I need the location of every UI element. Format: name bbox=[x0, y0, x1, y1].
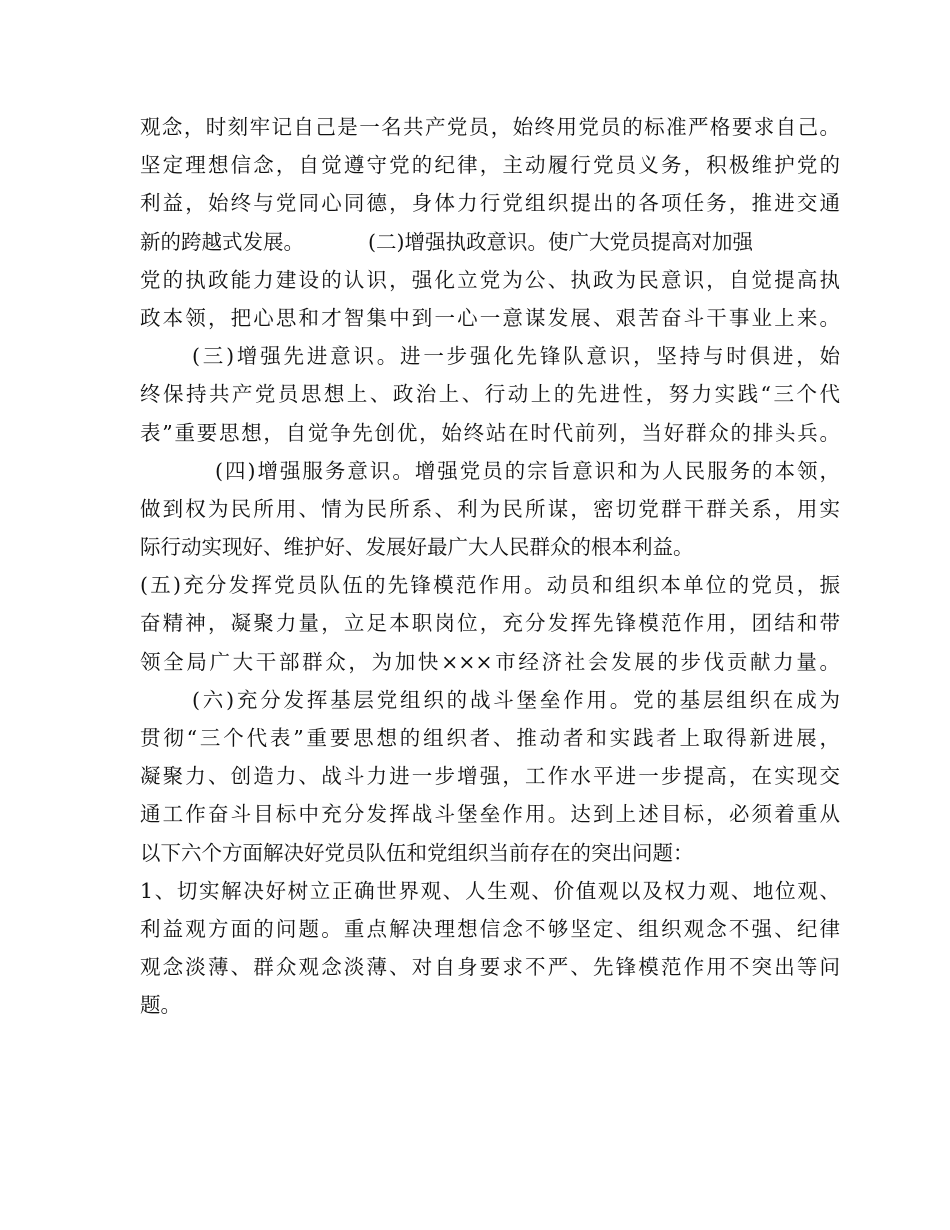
text-line: 凝聚力、创造力、战斗力进一步增强，工作水平进一步提高，在实现交 bbox=[140, 764, 840, 789]
text-line: 利益观方面的问题。重点解决理想信念不够坚定、组织观念不强、纪律 bbox=[140, 916, 840, 941]
text-line: 终保持共产党员思想上、政治上、行动上的先进性，努力实践“三个代 bbox=[140, 382, 840, 407]
text-line: 题。 bbox=[140, 993, 181, 1018]
document-body bbox=[140, 108, 840, 1025]
text-line: 坚定理想信念，自觉遵守党的纪律，主动履行党员义务，积极维护党的 bbox=[140, 153, 840, 178]
section-heading-6: (六)充分发挥基层党组织的战斗堡垒作用。党的基层组织在成为 bbox=[192, 687, 840, 712]
text-line-mixed bbox=[140, 223, 840, 261]
text-line: 通工作奋斗目标中充分发挥战斗堡垒作用。达到上述目标，必须着重从 bbox=[140, 802, 840, 827]
text-line: 做到权为民所用、情为民所系、利为民所谋，密切党群干群关系，用实 bbox=[140, 496, 840, 521]
text-line: 表”重要思想，自觉争先创优，始终站在时代前列，当好群众的排头兵。 bbox=[140, 420, 840, 445]
section-heading-5: (五)充分发挥党员队伍的先锋模范作用。动员和组织本单位的党员，振 bbox=[140, 573, 840, 598]
section-heading-4: (四)增强服务意识。增强党员的宗旨意识和为人民服务的本领， bbox=[215, 458, 840, 483]
section-heading-2: (二)增强执政意识。使广大党员提高对加强 bbox=[368, 229, 753, 254]
text-line: 观念淡薄、群众观念淡薄、对自身要求不严、先锋模范作用不突出等问 bbox=[140, 955, 840, 980]
section-heading-3: (三)增强先进意识。进一步强化先锋队意识，坚持与时俱进，始 bbox=[192, 344, 840, 369]
text-line: 际行动实现好、维护好、发展好最广大人民群众的根本利益。 bbox=[140, 535, 694, 560]
text-line: 党的执政能力建设的认识，强化立党为公、执政为民意识，自觉提高执 bbox=[140, 267, 840, 292]
text-line: 政本领，把心思和才智集中到一心一意谋发展、艰苦奋斗干事业上来。 bbox=[140, 305, 840, 330]
text-line: 领全局广大干部群众，为加快×××市经济社会发展的步伐贡献力量。 bbox=[140, 649, 840, 674]
text-line: 以下六个方面解决好党员队伍和党组织当前存在的突出问题： bbox=[140, 840, 694, 865]
text-line: 利益，始终与党同心同德，身体力行党组织提出的各项任务，推进交通 bbox=[140, 191, 840, 216]
list-item-1: 1、切实解决好树立正确世界观、人生观、价值观以及权力观、地位观、 bbox=[140, 878, 840, 903]
text-line: 贯彻“三个代表”重要思想的组织者、推动者和实践者上取得新进展， bbox=[140, 726, 840, 750]
text-line: 奋精神，凝聚力量，立足本职岗位，充分发挥先锋模范作用，团结和带 bbox=[140, 611, 840, 636]
text-segment: 新的跨越式发展。 bbox=[140, 229, 304, 254]
text-line: 观念，时刻牢记自己是一名共产党员，始终用党员的标准严格要求自己。 bbox=[140, 115, 840, 139]
